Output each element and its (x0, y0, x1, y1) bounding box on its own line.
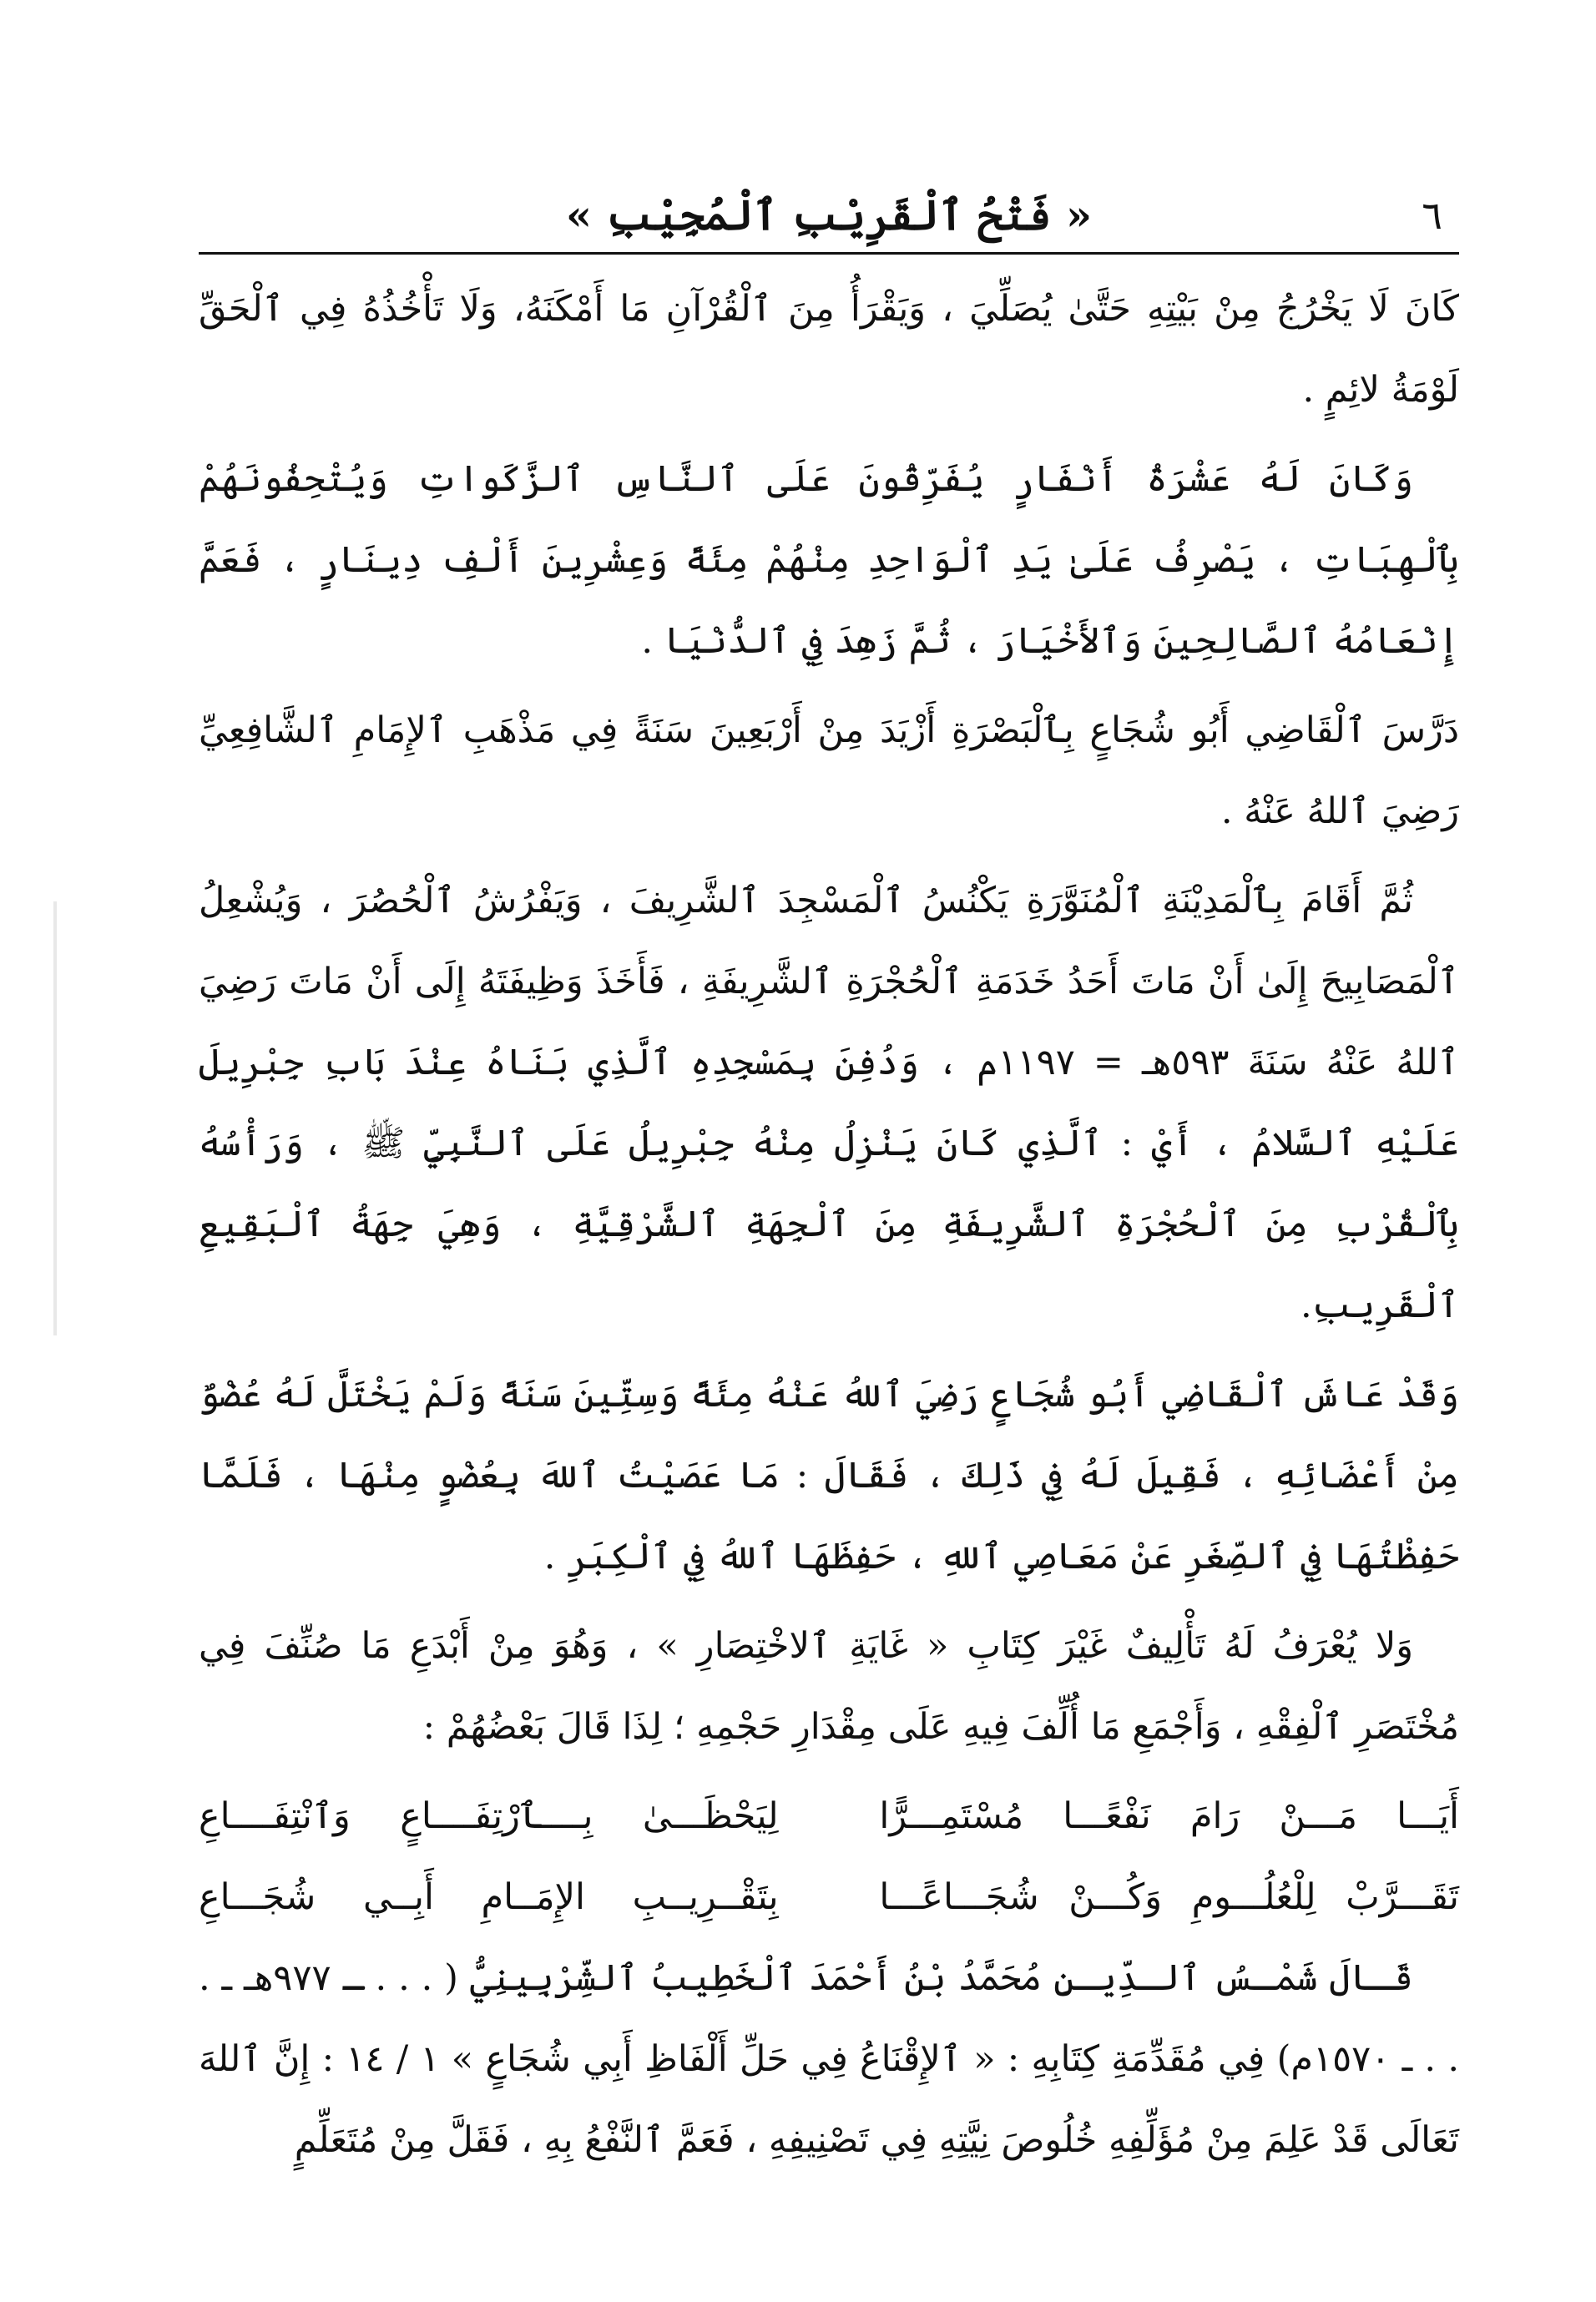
closing-paragraph: قَـالَ شَمْـسُ ٱلـدِّيـنِ مُحَمَّدُ بْنُ أَحْمَدَ ٱلْخَطِيبُ ٱلشِّرْبِينِيُّ ( . . . ـ ٩٧٧هـ ـ . . . ـ ١٥٧٠م) فِي مُقَدِّمَةِ كِتَابِهِ : « ٱلإِقْنَاعُ فِي حَلِّ أَلْفَاظِ أَبِي شُجَاعٍ » ١ / ١٤ : إِنَّ ٱللهَ تَعَالَى قَدْ عَلِمَ مِنْ مُؤَلِّفِهِ خُلُوصَ نِيَّتِهِ فِي تَصْنِيفِهِ ، فَعَمَّ ٱلنَّفْعُ بِهِ ، فَقَلَّ مِنْ مُتَعَلِّمٍ (199, 1957, 1459, 2161)
page-body (199, 269, 1459, 2189)
paragraph: وَقَدْ عَاشَ ٱلْقَاضِي أَبُو شُجَاعٍ رَضِيَ ٱللهُ عَنْهُ مِئَةً وَسِتِّينَ سَنَةً وَلَمْ يَخْتَلَّ لَهُ عُضْوٌ مِنْ أَعْضَائِهِ ، فَقِيلَ لَهُ فِي ذَلِكَ ، فَقَالَ : مَا عَصَيْتُ ٱللهَ بِعُضْوٍ مِنْهَا ، فَلَمَّا حَفِظْتُهَا فِي ٱلصِّغَرِ عَنْ مَعَاصِي ٱللهِ ، حَفِظَهَا ٱللهُ فِي ٱلْكِبَرِ . (199, 1374, 1459, 1578)
poem-hemistich-first: أَيَـــا مَـــنْ رَامَ نَفْعًـــا مُسْتَمِـــرًّا (879, 1795, 1459, 1837)
paragraph: كَانَ لَا يَخْرُجُ مِنْ بَيْتِهِ حَتَّىٰ يُصَلِّيَ ، وَيَقْرَأُ مِنَ ٱلْقُرْآنِ مَا أَمْكَنَهُ، وَلَا تَأْخُذُهُ فِي ٱلْحَقِّ لَوْمَةُ لائِمٍ . (199, 288, 1459, 411)
paragraph: ثُمَّ أَقَامَ بِٱلْمَدِيْنَةِ ٱلْمُنَوَّرَةِ يَكْنُسُ ٱلْمَسْجِدَ ٱلشَّرِيفَ ، وَيَفْرُشُ ٱلْحُصُرَ ، وَيُشْعِلُ ٱلْمَصَابِيحَ إِلَىٰ أَنْ مَاتَ أَحَدُ خَدَمَةِ ٱلْحُجْرَةِ ٱلشَّرِيفَةِ ، فَأَخَذَ وَظِيفَتَهُ إِلَى أَنْ مَاتَ رَضِيَ ٱللهُ عَنْهُ سَنَةَ ٥٩٣هـ = ١١٩٧م ، وَدُفِنَ بِمَسْجِدِهِ ٱلَّذِي بَنَاهُ عِنْدَ بَابِ جِبْرِيلَ عَلَيْهِ ٱلسَّلامُ ، أَيْ : ٱلَّذِي كَانَ يَنْزِلُ مِنْهُ جِبْرِيلُ عَلَى ٱلنَّبِيِّ ﷺ ، وَرَأْسُهُ بِٱلْقُرْبِ مِنَ ٱلْحُجْرَةِ ٱلشَّرِيفَةِ مِنَ ٱلْجِهَةِ ٱلشَّرْقِيَّةِ ، وَهِيَ جِهَةُ ٱلْبَقِيعِ ٱلْقَرِيبِ. (199, 880, 1460, 1326)
header-rule (199, 252, 1459, 255)
poem-hemistich-second: لِيَحْظَـــىٰ بِــــٱرْتِفَــــاعٍ وَٱنْتِفَــــاعِ (199, 1795, 779, 1837)
running-header (199, 175, 1459, 250)
poem (199, 1776, 1459, 1938)
book-title: « فَتْحُ ٱلْقَرِيْبِ ٱلْمُجِيْبِ » (565, 190, 1093, 240)
scan-margin-line (53, 901, 57, 1335)
poem-verse (199, 1776, 1459, 1857)
page-number: ٦ (1422, 193, 1442, 238)
poem-hemistich-second: بِتَقْــرِيــبِ الإِمَــامِ أَبِــي شُجَـــاعِ (199, 1876, 779, 1918)
poem-verse (199, 1857, 1459, 1938)
book-page (199, 175, 1460, 2161)
paragraph: دَرَّسَ ٱلْقَاضِي أَبُو شُجَاعٍ بِٱلْبَصْرَةِ أَزْيَدَ مِنْ أَرْبَعِينَ سَنَةً فِي مَذْهَبِ ٱلإِمَامِ ٱلشَّافِعِيِّ رَضِيَ ٱللهُ عَنْهُ . (199, 709, 1459, 832)
paragraph: وَكَانَ لَهُ عَشْرَةُ أَنْفَارٍ يُفَرِّقُونَ عَلَى ٱلنَّاسِ ٱلزَّكَواتِ وَيُتْحِفُونَهُمْ بِٱلْهِبَاتِ ، يَصْرِفُ عَلَىٰ يَدِ ٱلْوَاحِدِ مِنْهُمْ مِئَةً وَعِشْرِينَ أَلْفِ دِينَارٍ ، فَعَمَّ إِنْعَامُهُ ٱلصَّالِحِينَ وَٱلأَخْيَارَ ، ثُمَّ زَهِدَ فِي ٱلدُّنْيَا . (199, 458, 1459, 662)
poem-hemistich-first: تَقَـــرَّبْ لِلْعُلُـــومِ وَكُـــنْ شُجَـــاعًـــا (879, 1876, 1459, 1918)
paragraph: وَلا يُعْرَفُ لَهُ تَأْلِيفٌ غَيْرَ كِتَابِ « غَايَةِ ٱلاخْتِصَارِ » ، وَهُوَ مِنْ أَبْدَعِ مَا صُنِّفَ فِي مُخْتَصَرِ ٱلْفِقْهِ ، وَأَجْمَعِ مَا أُلِّفَ فِيهِ عَلَى مِقْدَارِ حَجْمِهِ ؛ لِذَا قَالَ بَعْضُهُمْ : (199, 1625, 1459, 1748)
